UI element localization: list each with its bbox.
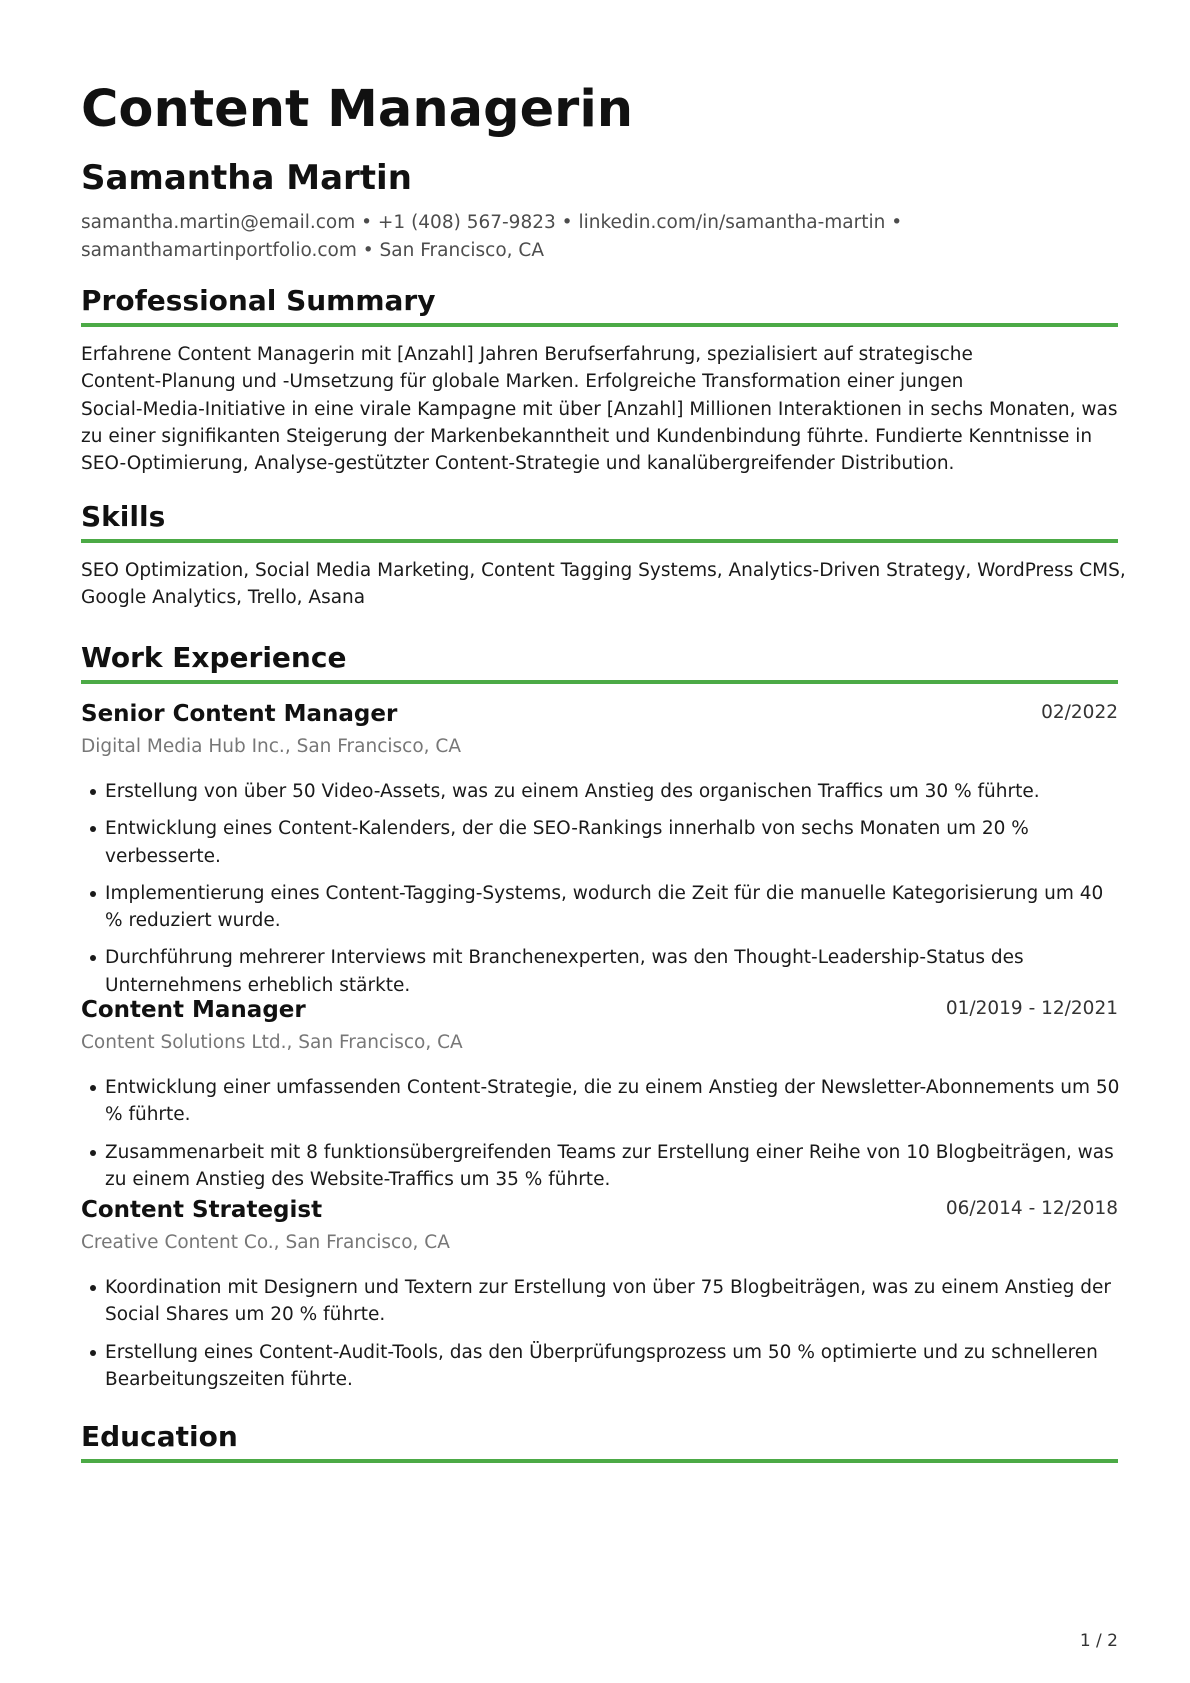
experience-section (81, 641, 1118, 674)
bullet-text: Erstellung von über 50 Video-Assets, was zu einem Anstieg des organischen Traffics um 30 % führte. (105, 781, 1040, 802)
bullet-text: Bearbeitungszeiten führte. (105, 1368, 353, 1390)
bullet-icon (90, 1350, 96, 1356)
bullet-icon (90, 891, 96, 897)
list-item (81, 1139, 1118, 1194)
job-date: 02/2022 (1041, 702, 1118, 723)
summary-line: zu einer signifikanten Steigerung der Markenbekanntheit und Kundenbindung führte. Fundierte Kenntnisse in (81, 425, 1093, 447)
job-title: Content Strategist (81, 1197, 323, 1223)
summary-section (81, 284, 1118, 475)
list-item (81, 944, 1118, 999)
bullet-text: Social Shares um 20 % führte. (105, 1304, 386, 1326)
contact-info (81, 209, 1118, 265)
section-divider (81, 1459, 1118, 1463)
summary-line: Erfahrene Content Managerin mit [Anzahl] Jahren Berufserfahrung, spezialisiert auf strategische (81, 344, 973, 365)
section-heading-summary: Professional Summary (81, 284, 436, 317)
job-title: Senior Content Manager (81, 701, 398, 727)
bullet-text: % führte. (105, 1104, 191, 1126)
bullet-icon (90, 955, 96, 961)
list-item (81, 1074, 1118, 1129)
list-item (81, 1274, 1118, 1329)
summary-line: Content-Planung und -Umsetzung für globale Marken. Erfolgreiche Transformation einer jungen (81, 371, 964, 393)
bullet-text: Koordination mit Designern und Textern zur Erstellung von über 75 Blogbeiträgen, was zu einem Anstieg der (105, 1277, 1112, 1298)
contact-line: samanthamartinportfolio.com • San Francisco, CA (81, 240, 544, 261)
bullet-text: Erstellung eines Content-Audit-Tools, das den Überprüfungsprozess um 50 % optimierte und zu schnelleren (105, 1341, 1098, 1363)
bullet-text: Durchführung mehrerer Interviews mit Branchenexperten, was den Thought-Leadership-Status des (105, 947, 1024, 969)
list-item (81, 778, 1118, 805)
skills-line: SEO Optimization, Social Media Marketing, Content Tagging Systems, Analytics-Driven Strategy, WordPress CMS, (81, 560, 1126, 581)
bullet-text: % reduziert wurde. (105, 910, 281, 932)
summary-text (81, 341, 1118, 477)
bullet-text: zu einem Anstieg des Website-Traffics um 35 % führte. (105, 1168, 611, 1190)
job-company: Creative Content Co., San Francisco, CA (81, 1232, 450, 1253)
job-date: 01/2019 - 12/2021 (945, 998, 1118, 1019)
bullet-text: Implementierung eines Content-Tagging-Systems, wodurch die Zeit für die manuelle Kategorisierung um 40 (105, 882, 1104, 904)
section-heading-experience: Work Experience (81, 641, 347, 674)
skills-text (81, 557, 1126, 612)
summary-line: Social-Media-Initiative in eine virale Kampagne mit über [Anzahl] Millionen Interaktionen in sechs Monaten, was (81, 398, 1118, 420)
list-item (81, 880, 1118, 935)
section-divider (81, 323, 1118, 327)
bullet-text: verbesserte. (105, 845, 221, 867)
skills-line: Google Analytics, Trello, Asana (81, 587, 366, 609)
job-bullets (81, 778, 1118, 1009)
bullet-text: Unternehmens erheblich stärkte. (105, 974, 411, 996)
bullet-icon (90, 789, 96, 795)
job-title: Content Manager (81, 997, 306, 1023)
bullet-icon (90, 1150, 96, 1156)
job-bullets (81, 1274, 1118, 1403)
bullet-icon (90, 1285, 96, 1291)
section-heading-education: Education (81, 1420, 238, 1453)
bullet-text: Entwicklung einer umfassenden Content-Strategie, die zu einem Anstieg der Newsletter-Abonnements um 50 (105, 1077, 1120, 1098)
job-date: 06/2014 - 12/2018 (945, 1198, 1118, 1219)
education-section (81, 1420, 1118, 1453)
section-divider (81, 680, 1118, 684)
section-divider (81, 539, 1118, 543)
list-item (81, 815, 1118, 870)
page-number: 1 / 2 (1079, 1631, 1118, 1651)
bullet-text: Entwicklung eines Content-Kalenders, der die SEO-Rankings innerhalb von sechs Monaten um 20 % (105, 818, 1029, 840)
summary-line: SEO-Optimierung, Analyse-gestützter Content-Strategie und kanalübergreifender Distribution. (81, 453, 955, 475)
section-heading-skills: Skills (81, 500, 166, 533)
job-company: Digital Media Hub Inc., San Francisco, CA (81, 736, 461, 757)
skills-section (81, 500, 1126, 609)
bullet-text: Zusammenarbeit mit 8 funktionsübergreifenden Teams zur Erstellung einer Reihe von 10 Blogbeiträgen, was (105, 1141, 1114, 1163)
job-company: Content Solutions Ltd., San Francisco, CA (81, 1032, 463, 1053)
person-name: Samantha Martin (81, 158, 412, 198)
bullet-icon (90, 826, 96, 832)
job-bullets (81, 1074, 1118, 1203)
document-title: Content Managerin (81, 80, 634, 139)
list-item (81, 1339, 1118, 1394)
contact-line: samantha.martin@email.com • +1 (408) 567-9823 • linkedin.com/in/samantha-martin • (81, 212, 903, 233)
bullet-icon (90, 1085, 96, 1091)
